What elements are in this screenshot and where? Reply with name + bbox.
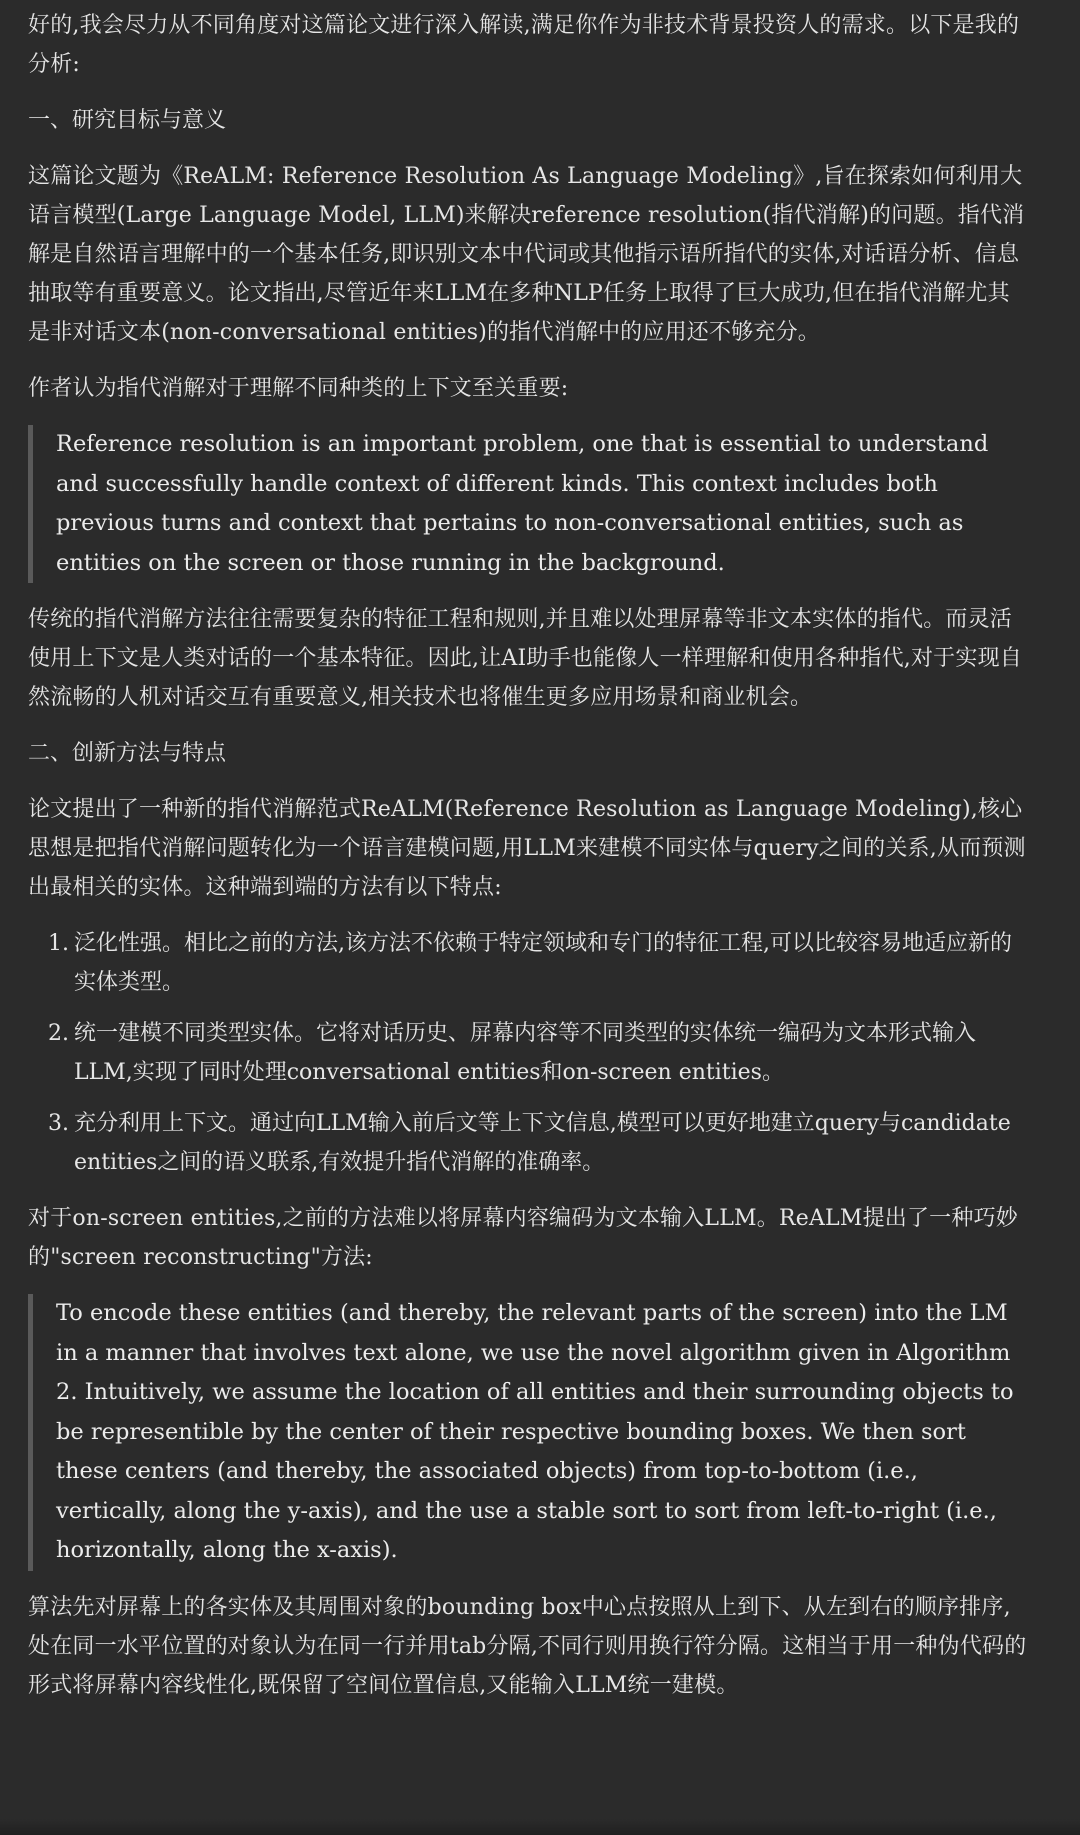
bottom-fade: [0, 1819, 1080, 1835]
feature-list: [28, 924, 1028, 1182]
on-screen-entities-paragraph: 对于on-screen entities,之前的方法难以将屏幕内容编码为文本输入LLM。ReALM提出了一种巧妙的"screen reconstructing"方法:: [28, 1206, 1018, 1270]
paper-summary-paragraph: 这篇论文题为《ReALM: Reference Resolution As Language Modeling》,旨在探索如何利用大语言模型(Large Language Model, LLM)来解决reference resolution(指代消解)的问题。指代消解是自然语言理解中的一个基本任务,即识别文本中代词或其他指示语所指代的实体,对话语分析、信息抽取等有重要意义。论文指出,尽管近年来LLM在多种NLP任务上取得了巨大成功,但在指代消解尤其是非对话文本(non-conversational entities)的指代消解中的应用还不够充分。: [28, 164, 1025, 345]
quote-text: To encode these entities (and thereby, the relevant parts of the screen) into the LM in a manner that involves text alone, we use the novel algorithm given in Algorithm 2. Intuitively, we assume the location of all entities and their surrounding objects to be representible by the center of their respective bounding boxes. We then sort these centers (and thereby, the associated objects) from top-to-bottom (i.e., vertically, along the y-axis), and the use a stable sort to sort from left-to-right (i.e., horizontally, along the x-axis).: [56, 1300, 1014, 1563]
algorithm-paragraph: 算法先对屏幕上的各实体及其周围对象的bounding box中心点按照从上到下、从左到右的顺序排序,处在同一水平位置的对象认为在同一行并用tab分隔,不同行则用换行符分隔。这相当于用一种伪代码的形式将屏幕内容线性化,既保留了空间位置信息,又能输入LLM统一建模。: [28, 1594, 1027, 1698]
author-view-paragraph: 作者认为指代消解对于理解不同种类的上下文至关重要:: [28, 376, 569, 401]
list-item: [28, 924, 1028, 1002]
section-heading-methods: 二、创新方法与特点: [28, 741, 227, 766]
list-number: 2.: [48, 1021, 69, 1046]
list-item: [28, 1104, 1028, 1182]
list-item-text: 泛化性强。相比之前的方法,该方法不依赖于特定领域和专门的特征工程,可以比较容易地适应新的实体类型。: [74, 931, 1012, 995]
blockquote-reference-resolution: [28, 425, 1028, 583]
section-heading-goals: 一、研究目标与意义: [28, 108, 227, 133]
quote-text: Reference resolution is an important problem, one that is essential to understand and successfully handle context of different kinds. This context includes both previous turns and context that pertains to non-conversational entities, such as entities on the screen or those running in the background.: [56, 431, 989, 576]
list-number: 3.: [48, 1111, 69, 1136]
blockquote-screen-encoding: [28, 1294, 1028, 1571]
list-item: [28, 1014, 1028, 1092]
list-item-text: 充分利用上下文。通过向LLM输入前后文等上下文信息,模型可以更好地建立query与candidate entities之间的语义联系,有效提升指代消解的准确率。: [74, 1111, 1011, 1175]
list-number: 1.: [48, 931, 69, 956]
realm-method-paragraph: 论文提出了一种新的指代消解范式ReALM(Reference Resolution as Language Modeling),核心思想是把指代消解问题转化为一个语言建模问题,用LLM来建模不同实体与query之间的关系,从而预测出最相关的实体。这种端到端的方法有以下特点:: [28, 797, 1026, 900]
traditional-methods-paragraph: 传统的指代消解方法往往需要复杂的特征工程和规则,并且难以处理屏幕等非文本实体的指代。而灵活使用上下文是人类对话的一个基本特征。因此,让AI助手也能像人一样理解和使用各种指代,对于实现自然流畅的人机对话交互有重要意义,相关技术也将催生更多应用场景和商业机会。: [28, 607, 1022, 710]
list-item-text: 统一建模不同类型实体。它将对话历史、屏幕内容等不同类型的实体统一编码为文本形式输入LLM,实现了同时处理conversational entities和on-screen entities。: [74, 1021, 977, 1085]
intro-paragraph: 好的,我会尽力从不同角度对这篇论文进行深入解读,满足你作为非技术背景投资人的需求。以下是我的分析:: [28, 13, 1020, 77]
assistant-message: [28, 6, 1028, 1722]
